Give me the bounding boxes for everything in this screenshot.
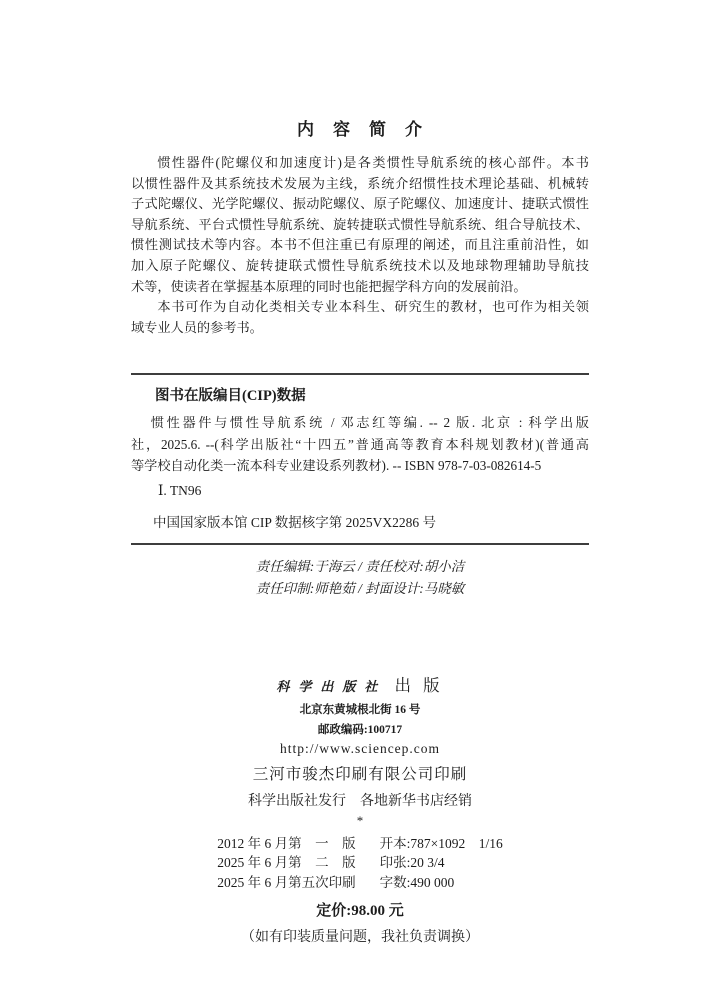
edition-info-table (217, 834, 503, 893)
credits-line-editors: 责任编辑:于海云 / 责任校对:胡小洁 (255, 558, 465, 574)
edition-row-right: 印张:20 3/4 (379, 855, 445, 871)
asterisk-divider: * (356, 812, 364, 828)
edition-row-left: 2012 年 6 月第 一 版 (217, 835, 356, 851)
publisher-logo-line (131, 672, 589, 696)
quality-note: （如有印装质量问题，我社负责调换） (241, 930, 479, 946)
cip-data-section (131, 373, 589, 545)
credits-line-production: 责任印制:师艳茹 / 封面设计:马晓敏 (255, 580, 465, 596)
cip-heading: 图书在版编目(CIP)数据 (155, 388, 306, 405)
cip-line: 等学校自动化类一流本科专业建设系列教材). -- ISBN 978-7-03-082614-5 (131, 458, 542, 474)
publisher-suffix: 出 版 (394, 675, 444, 695)
cip-record (131, 412, 589, 477)
intro-line: 术等，使读者在掌握基本原理的同时也能把握学科方向的发展前沿。 (131, 278, 527, 294)
printer-name: 三河市骏杰印刷有限公司印刷 (252, 765, 468, 783)
intro-line: 域专业人员的参考书。 (131, 319, 263, 335)
edition-row-left: 2025 年 6 月第 二 版 (217, 855, 356, 871)
page-content-column (131, 0, 589, 946)
cip-registry-number: 中国国家版本馆 CIP 数据核字第 2025VX2286 号 (153, 514, 437, 530)
edition-row-right: 开本:787×1092 1/16 (379, 835, 503, 851)
staff-credits (131, 556, 589, 600)
edition-row-right: 字数:490 000 (379, 874, 455, 890)
distribution-line: 科学出版社发行 各地新华书店经销 (248, 793, 472, 809)
cip-line: 社，2025.6. --(科学出版社“十四五”普通高等教育本科规划教材)(普通高 (131, 436, 589, 452)
intro-line: 子式陀螺仪、光学陀螺仪、振动陀螺仪、原子陀螺仪、加速度计、捷联式惯性 (131, 196, 589, 212)
intro-line: 惯性测试技术等内容。本书不但注重已有原理的阐述，而且注重前沿性，如 (131, 237, 589, 253)
publisher-block (131, 672, 589, 829)
intro-line: 本书可作为自动化类相关专业本科生、研究生的教材，也可作为相关领 (157, 299, 589, 315)
edition-row-left: 2025 年 6 月第五次印刷 (217, 874, 356, 890)
cip-class-code: Ⅰ. TN96 (158, 482, 202, 498)
intro-line: 导航系统、平台式惯性导航系统、旋转捷联式惯性导航系统、组合导航技术、 (131, 216, 589, 232)
publisher-postal-code: 邮政编码:100717 (317, 723, 403, 736)
intro-line: 加入原子陀螺仪、旋转捷联式惯性导航系统技术以及地球物理辅助导航技 (131, 257, 589, 273)
publisher-logo: 科学出版社 (276, 678, 387, 694)
price: 定价:98.00 元 (316, 903, 404, 920)
cip-line: 惯性器件与惯性导航系统 / 邓志红等编. -- 2 版. 北京 : 科学出版 (150, 415, 589, 431)
intro-line: 惯性器件(陀螺仪和加速度计)是各类惯性导航系统的核心部件。本书 (157, 155, 589, 170)
intro-line: 以惯性器件及其系统技术发展为主线，系统介绍惯性技术理论基础、机械转 (131, 175, 589, 191)
content-introduction (131, 153, 589, 338)
publisher-address: 北京东黄城根北街 16 号 (299, 703, 421, 716)
publisher-website: http://www.sciencep.com (279, 740, 441, 756)
page-title: 内 容 简 介 (297, 120, 423, 139)
